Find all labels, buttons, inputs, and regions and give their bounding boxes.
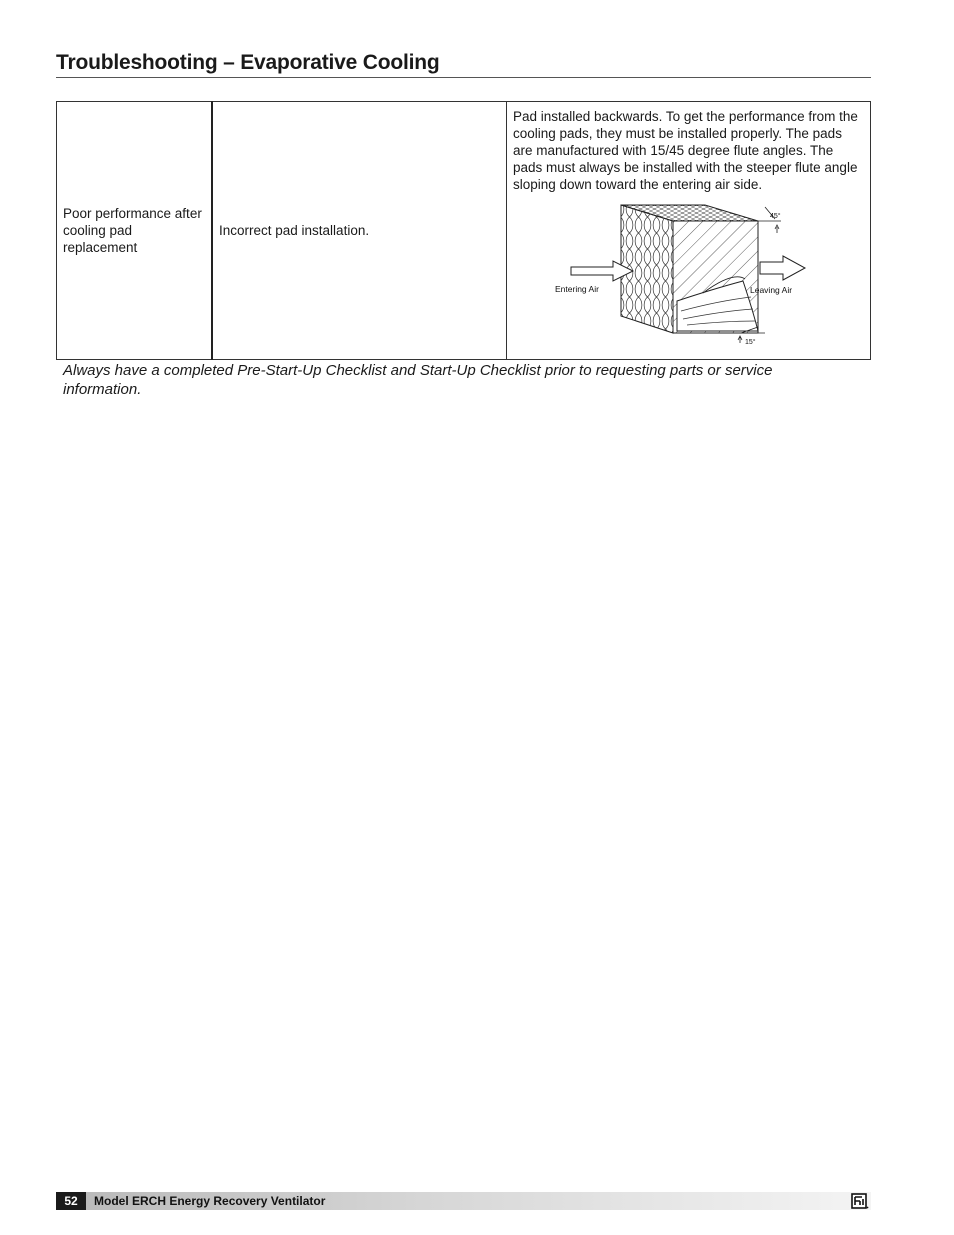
- leaving-air-arrow: [760, 256, 805, 280]
- page-footer: [56, 1192, 871, 1210]
- brand-logo-icon: [851, 1193, 869, 1209]
- checklist-note: Always have a completed Pre-Start-Up Checklist and Start-Up Checklist prior to requesting parts or service information.: [63, 362, 773, 398]
- remedy-text: Pad installed backwards. To get the performance from the cooling pads, they must be installed properly. The pads are manufactured with 15/45 degree flute angles. The pads must always be installed with the steeper flute angle sloping down toward the entering air side.: [513, 109, 858, 192]
- angle-45-label: 45°: [770, 213, 781, 220]
- footer-page-number: 52: [56, 1192, 86, 1210]
- cause-cell: Incorrect pad installation.: [212, 102, 507, 360]
- remedy-cell: [507, 102, 871, 360]
- cooling-pad-diagram: [553, 201, 813, 353]
- footer-doc-title: Model ERCH Energy Recovery Ventilator: [94, 1194, 326, 1208]
- table-row: [57, 102, 871, 360]
- page-title: Troubleshooting – Evaporative Cooling: [56, 51, 440, 74]
- symptom-cell: Poor performance after cooling pad replacement: [57, 102, 213, 360]
- angle-15-label: 15°: [745, 339, 756, 346]
- leaving-air-label: Leaving Air: [750, 285, 793, 295]
- title-divider: [56, 77, 871, 78]
- entering-air-label: Entering Air: [555, 284, 599, 294]
- troubleshooting-table: [56, 101, 871, 360]
- angle-45-marker: [758, 207, 781, 233]
